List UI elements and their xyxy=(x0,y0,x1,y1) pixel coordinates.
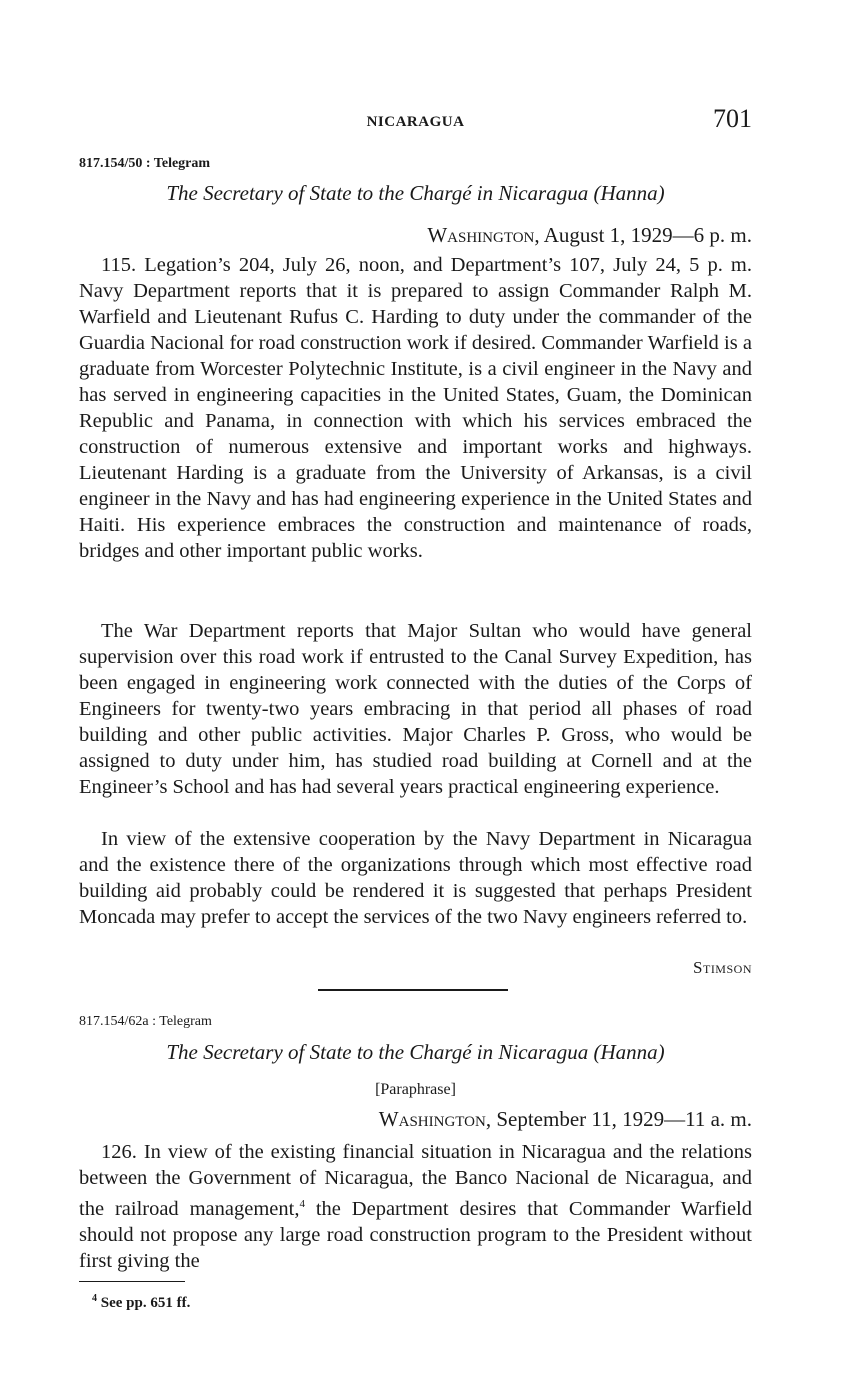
paraphrase-label: [Paraphrase] xyxy=(375,1081,456,1098)
signature: Stimson xyxy=(693,958,752,977)
body-paragraph: The War Department reports that Major Sultan who would have general supervision over this road work if entrusted to the Canal Survey Expedition, has been engaged in engineering work connected with the duties of the Corps of Engineers for twenty-two years embracing in that period all phases of road building and other public activities. Major Charles P. Gross, who would be assigned to duty under him, has studied road building at Cornell and at the Engineer’s School and has had several years practical engineering experience. xyxy=(79,620,752,798)
dateline-place: Washington, xyxy=(378,1107,492,1131)
section-divider xyxy=(318,989,508,991)
dateline xyxy=(379,1107,752,1132)
dateline-date: September 11, 1929—11 a. m. xyxy=(496,1107,752,1131)
footnote xyxy=(92,1293,190,1312)
document-title: The Secretary of State to the Chargé in Nicaragua (Hanna) xyxy=(166,1040,665,1064)
footnote-rule xyxy=(79,1281,185,1282)
body-text: 126. In view of the existing financial situation in Nicaragua and the relations between the Government of Nicaragua, the Banco Nacional de Nicaragua, and the railroad management, xyxy=(79,1141,752,1220)
footnote-text: See pp. 651 ff. xyxy=(97,1295,191,1311)
running-title: NICARAGUA xyxy=(366,114,465,130)
dateline-date: August 1, 1929—6 p. m. xyxy=(543,223,752,247)
file-reference: 817.154/50 : Telegram xyxy=(79,156,211,171)
body-paragraph xyxy=(79,1139,752,1274)
body-paragraph: In view of the extensive cooperation by the Navy Department in Nicaragua and the existence there of the organizations through which most effective road building aid probably could be rendered it is suggested that perhaps President Moncada may prefer to accept the services of the two Navy engineers referred to. xyxy=(79,828,752,928)
body-text: the Department desires that Commander Warfield should not propose any large road construction program to the President without first giving the xyxy=(79,1197,752,1272)
page-header xyxy=(79,104,752,140)
dateline xyxy=(427,223,752,248)
document-title: The Secretary of State to the Chargé in Nicaragua (Hanna) xyxy=(166,181,665,205)
dateline-place: Washington, xyxy=(427,223,540,247)
footnote-reference: 4 xyxy=(299,1198,305,1210)
footnote-marker: 4 xyxy=(92,1293,97,1304)
page-number: 701 xyxy=(713,104,752,133)
file-reference: 817.154/62a : Telegram xyxy=(79,1014,212,1029)
body-paragraph: 115. Legation’s 204, July 26, noon, and Department’s 107, July 24, 5 p. m. Navy Department reports that it is prepared to assign Commander Ralph M. Warfield and Lieutenant Rufus C. Harding to duty under the commander of the Guardia Nacional for road construction work if desired. Commander Warfield is a graduate from Worcester Polytechnic Institute, is a civil engineer in the Navy and has served in engineering capacities in the United States, Guam, the Dominican Republic and Panama, in connection with which his services embraced the construction of numerous extensive and important works and highways. Lieutenant Harding is a graduate from the University of Arkansas, is a civil engineer in the Navy and has had engineering experience in the United States and Haiti. His experience embraces the construction and maintenance of roads, bridges and other important public works. xyxy=(79,254,752,562)
